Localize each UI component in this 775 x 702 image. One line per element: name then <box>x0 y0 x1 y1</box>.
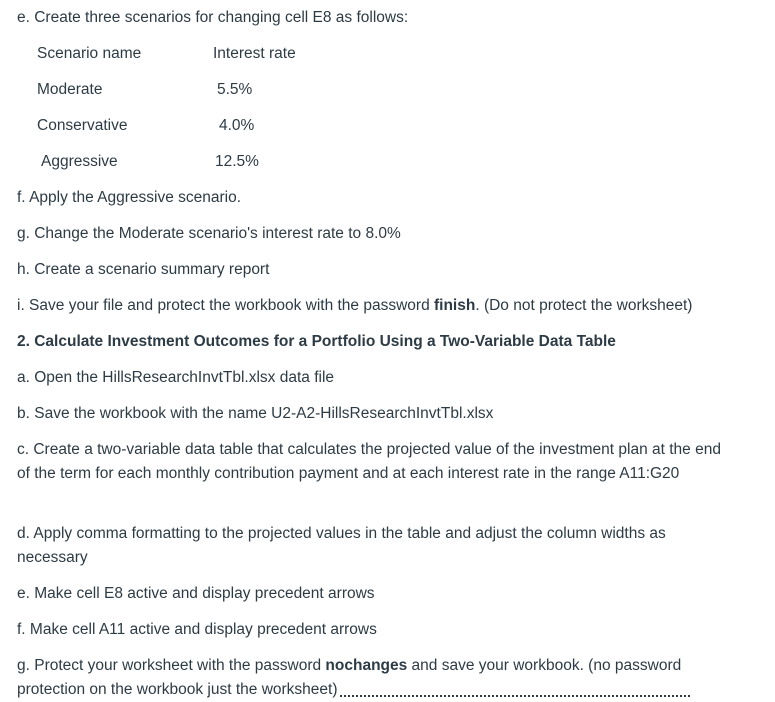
cropped-text-fragment <box>340 694 690 700</box>
section-2-step-b: b. Save the workbook with the name U2-A2-HillsResearchInvtTbl.xlsx <box>17 405 494 422</box>
step-f-apply-scenario: f. Apply the Aggressive scenario. <box>17 189 242 206</box>
scenario-row-conservative-rate: 4.0% <box>219 117 255 134</box>
scenario-row-aggressive-rate: 12.5% <box>215 153 259 170</box>
scenario-row-conservative-name: Conservative <box>37 117 128 134</box>
step-e-create-scenarios: e. Create three scenarios for changing cell E8 as follows: <box>17 9 409 26</box>
scenario-row-aggressive-name: Aggressive <box>41 153 118 170</box>
section-2-step-e: e. Make cell E8 active and display precedent arrows <box>17 585 375 602</box>
section-2-step-c: c. Create a two-variable data table that calculates the projected value of the investment plan at the end of the term for each monthly contribution payment and at each interest rate in the range A11:G20 <box>17 441 721 482</box>
scenario-row-moderate-rate: 5.5% <box>217 81 253 98</box>
step-i-text-post: . (Do not protect the worksheet) <box>475 297 693 314</box>
step-h-summary-report: h. Create a scenario summary report <box>17 261 270 278</box>
step-g-text-post: and save your workbook. (no password protection on the workbook just the worksheet) <box>17 657 682 698</box>
section-2-step-a: a. Open the HillsResearchInvtTbl.xlsx data file <box>17 369 335 386</box>
scenario-row-moderate-name: Moderate <box>37 81 103 98</box>
section-2-step-f: f. Make cell A11 active and display precedent arrows <box>17 621 377 638</box>
password-nochanges: nochanges <box>325 657 408 674</box>
step-g-change-rate: g. Change the Moderate scenario's interest rate to 8.0% <box>17 225 401 242</box>
step-i-text-pre: i. Save your file and protect the workbook with the password <box>17 297 434 314</box>
scenario-name-header: Scenario name <box>37 45 142 62</box>
interest-rate-header: Interest rate <box>213 45 296 62</box>
section-2-heading: 2. Calculate Investment Outcomes for a Portfolio Using a Two-Variable Data Table <box>17 333 616 350</box>
password-finish: finish <box>434 297 476 314</box>
section-2-step-d: d. Apply comma formatting to the projected values in the table and adjust the column widths as necessary <box>17 525 666 566</box>
step-g-text-pre: g. Protect your worksheet with the password <box>17 657 326 674</box>
step-i-save-protect <box>17 294 692 318</box>
